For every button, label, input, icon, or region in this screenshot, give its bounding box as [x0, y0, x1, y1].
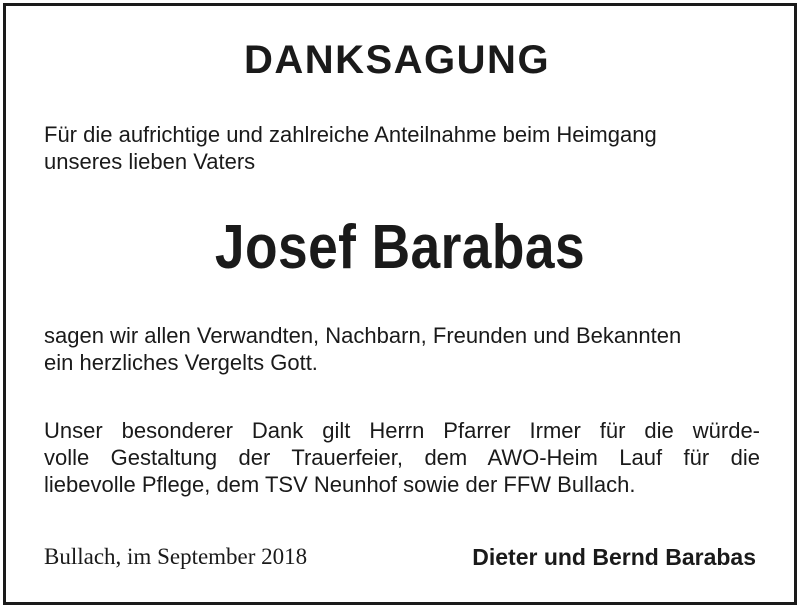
deceased-name: Josef Barabas	[214, 213, 586, 282]
intro-line: unseres lieben Vaters	[44, 149, 256, 174]
notice-heading: DANKSAGUNG	[243, 38, 551, 82]
intro-paragraph	[44, 121, 760, 175]
special-thanks-line: volle Gestaltung der Trauerfeier, dem AWO-Heim Lauf für die	[44, 445, 760, 470]
thanks-line: ein herzliches Vergelts Gott.	[44, 350, 318, 375]
thanks-line: sagen wir allen Verwandten, Nachbarn, Freunden und Bekannten	[44, 323, 682, 348]
notice-border	[3, 3, 797, 605]
special-thanks-paragraph	[44, 417, 760, 498]
signers: Dieter und Bernd Barabas	[472, 544, 756, 570]
special-thanks-line: liebevolle Pflege, dem TSV Neunhof sowie der FFW Bullach.	[44, 472, 636, 497]
intro-line: Für die aufrichtige und zahlreiche Anteilnahme beim Heimgang	[44, 122, 657, 147]
place-date: Bullach, im September 2018	[44, 544, 308, 569]
thanks-paragraph	[44, 322, 760, 376]
special-thanks-line: Unser besonderer Dank gilt Herrn Pfarrer Irmer für die würde-	[44, 418, 760, 443]
